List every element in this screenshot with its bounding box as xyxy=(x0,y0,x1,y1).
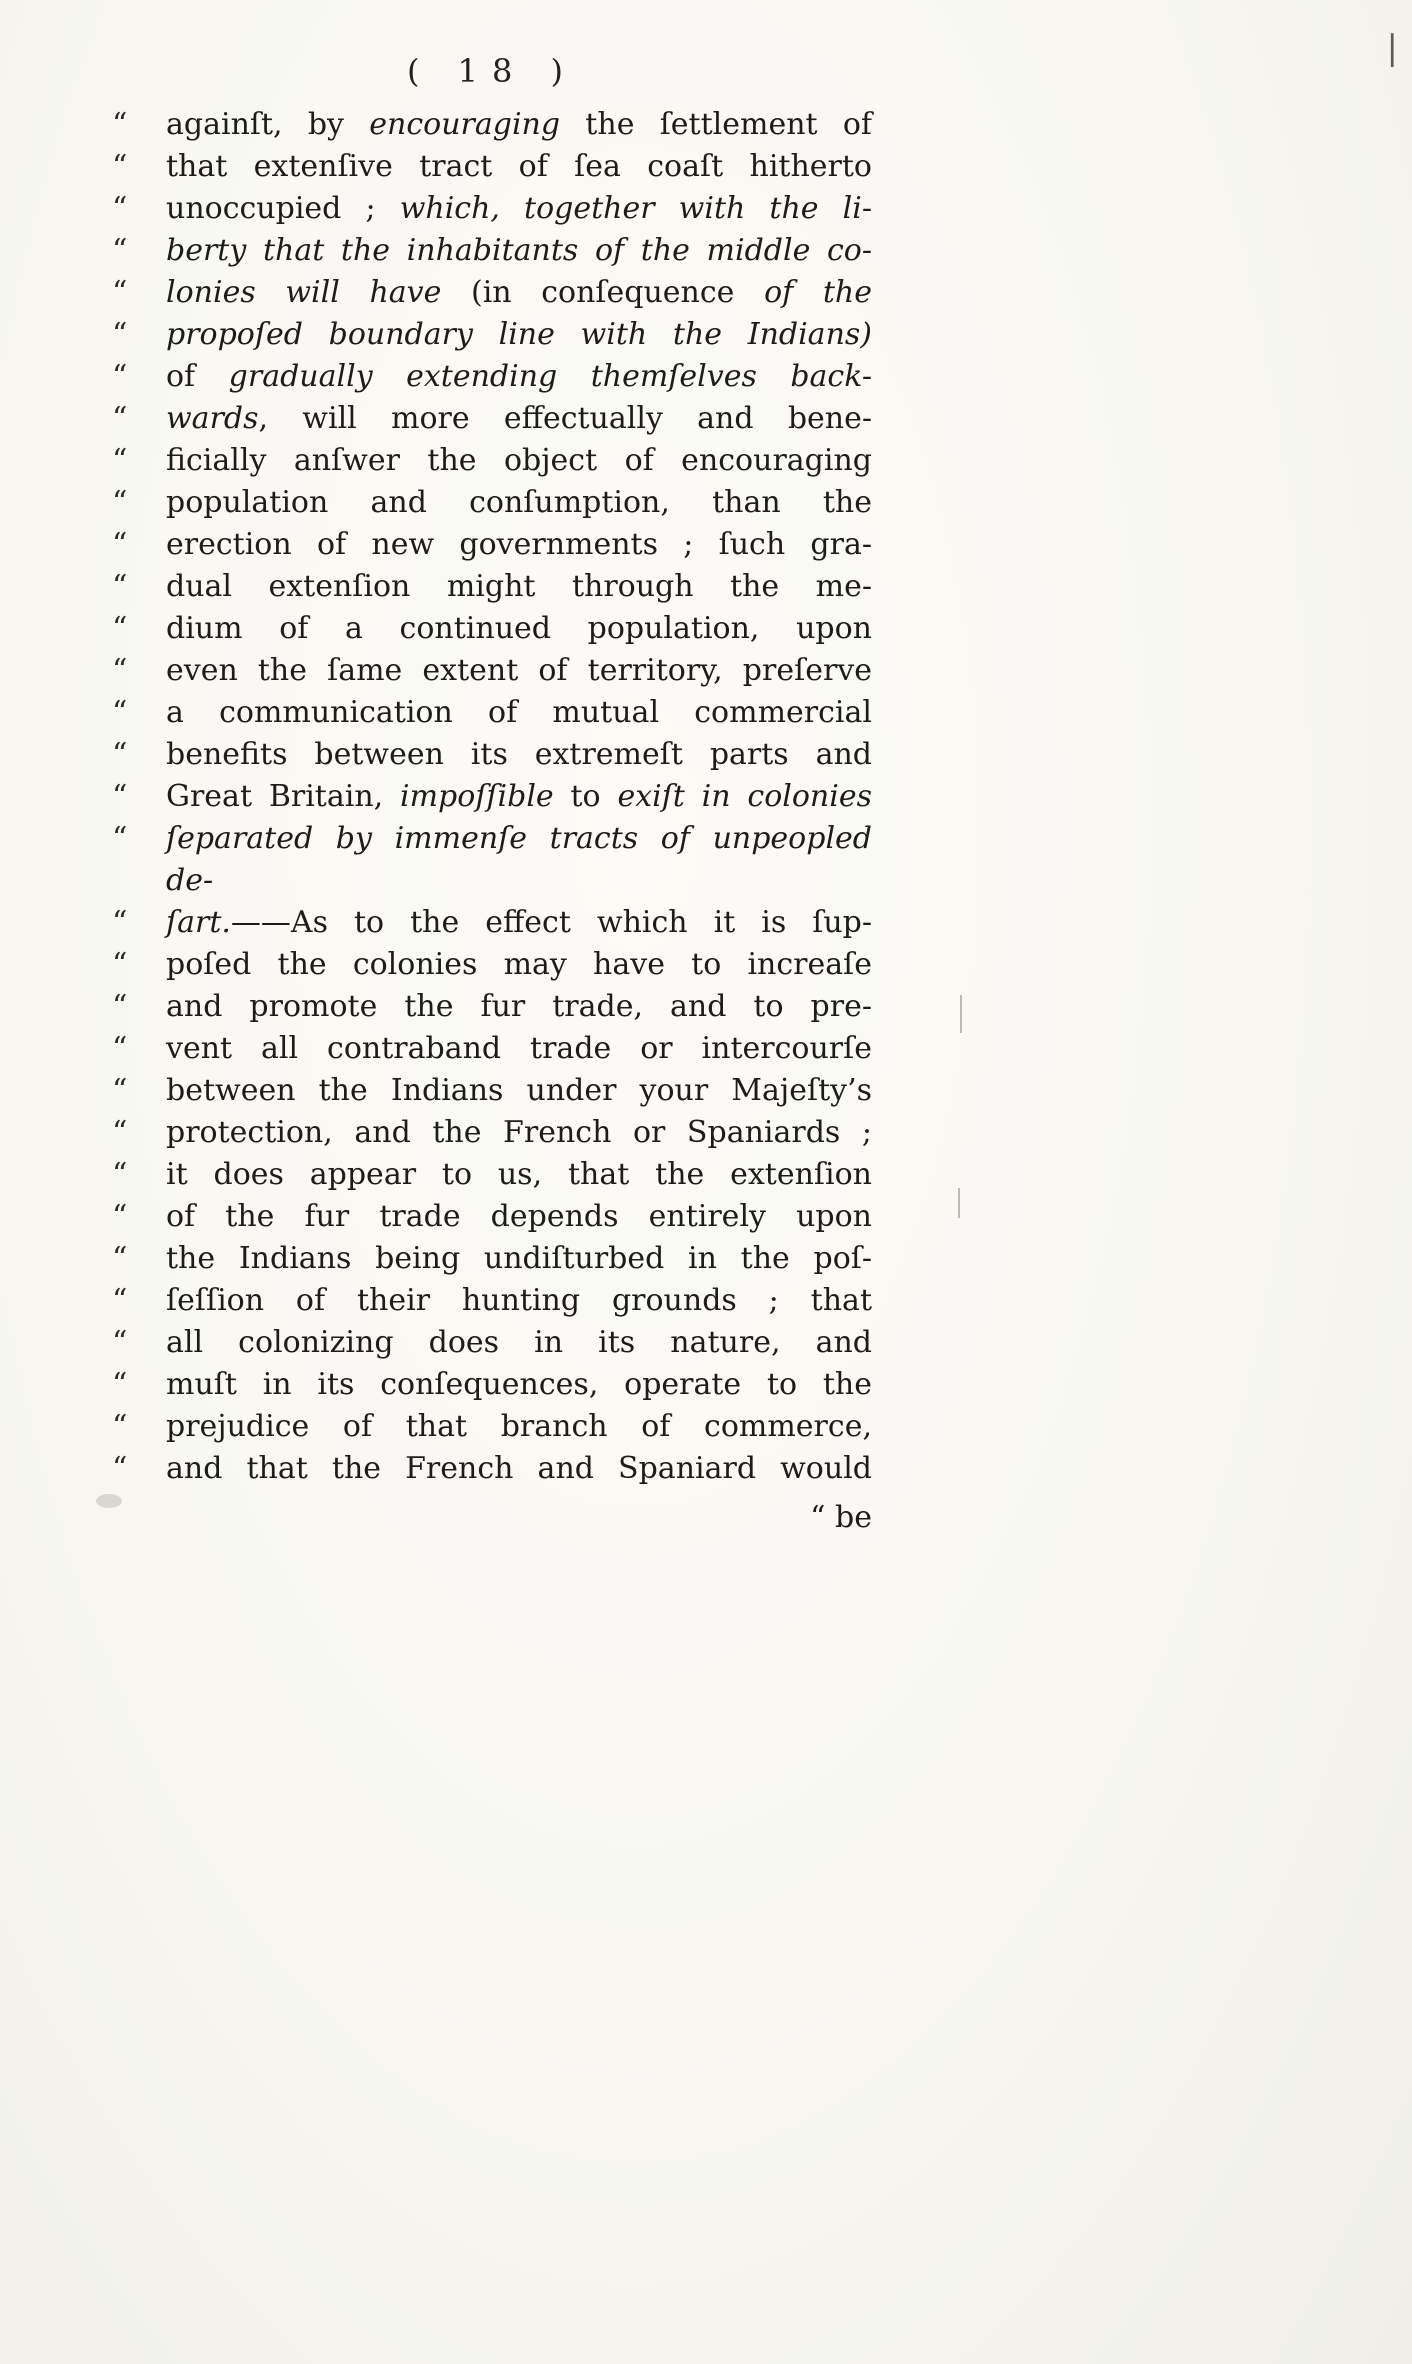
line-text: the Indians being undiſturbed in the poſ- xyxy=(166,1241,872,1276)
line-text: of the fur trade depends entirely upon xyxy=(166,1199,872,1234)
quote-mark: “ xyxy=(112,611,128,646)
text-line xyxy=(112,1196,872,1238)
line-text: dium of a continued population, upon xyxy=(166,611,872,646)
scan-smudge xyxy=(96,1494,122,1508)
line-text: and promote the fur trade, and to pre- xyxy=(166,989,872,1024)
text-line xyxy=(112,146,872,188)
text-line xyxy=(112,230,872,272)
quote-mark: “ xyxy=(112,317,128,352)
line-text: poſed the colonies may have to increaſe xyxy=(166,947,872,982)
text-line xyxy=(112,524,872,566)
text-line xyxy=(112,608,872,650)
quote-mark: “ xyxy=(112,1367,128,1402)
line-text: Great Britain, impoſſible to exiſt in colonies xyxy=(166,779,872,814)
text-line xyxy=(112,776,872,818)
scan-edge-mark: | xyxy=(1386,28,1398,68)
line-text: dual extenſion might through the me- xyxy=(166,569,872,604)
quote-mark: “ xyxy=(112,1283,128,1318)
text-line xyxy=(112,1448,872,1490)
line-text: muſt in its conſequences, operate to the xyxy=(166,1367,872,1402)
text-line xyxy=(112,1154,872,1196)
quote-mark: “ xyxy=(112,1409,128,1444)
quote-mark: “ xyxy=(112,401,128,436)
text-line xyxy=(112,566,872,608)
quote-mark: “ xyxy=(112,485,128,520)
text-line xyxy=(112,1070,872,1112)
text-line xyxy=(112,1028,872,1070)
page-number-header: ( 18 ) xyxy=(406,52,578,90)
text-lines xyxy=(112,104,872,1490)
text-line xyxy=(112,1322,872,1364)
line-text: prejudice of that branch of commerce, xyxy=(166,1409,872,1444)
text-line xyxy=(112,1406,872,1448)
quote-mark: “ xyxy=(112,1325,128,1360)
line-text: ſeparated by immenſe tracts of unpeopled de- xyxy=(166,821,872,898)
text-line xyxy=(112,482,872,524)
line-text: protection, and the French or Spaniards ; xyxy=(166,1115,872,1150)
line-text: againſt, by encouraging the ſettlement of xyxy=(166,107,872,142)
text-line xyxy=(112,104,872,146)
quote-mark: “ xyxy=(112,107,128,142)
quote-mark: “ xyxy=(112,1157,128,1192)
text-line xyxy=(112,356,872,398)
line-text: all colonizing does in its nature, and xyxy=(166,1325,872,1360)
scan-artifact xyxy=(960,995,962,1033)
quote-mark: “ xyxy=(112,1115,128,1150)
text-line xyxy=(112,944,872,986)
quote-mark: “ xyxy=(112,527,128,562)
line-text: lonies will have (in conſequence of the xyxy=(166,275,872,310)
quote-mark: “ xyxy=(112,947,128,982)
line-text: ficially anſwer the object of encouraging xyxy=(166,443,872,478)
text-line xyxy=(112,398,872,440)
line-text: and that the French and Spaniard would xyxy=(166,1451,872,1486)
text-line xyxy=(112,902,872,944)
line-text: unoccupied ; which, together with the li- xyxy=(166,191,872,226)
quote-mark: “ xyxy=(112,653,128,688)
quote-mark: “ xyxy=(112,989,128,1024)
line-text: propoſed boundary line with the Indians) xyxy=(166,317,872,352)
text-line xyxy=(112,272,872,314)
line-text: population and conſumption, than the xyxy=(166,485,872,520)
text-line xyxy=(112,1364,872,1406)
text-line xyxy=(112,440,872,482)
line-text: benefits between its extremeſt parts and xyxy=(166,737,872,772)
line-text: a communication of mutual commercial xyxy=(166,695,872,730)
line-text: vent all contraband trade or intercourſe xyxy=(166,1031,872,1066)
quote-mark: “ xyxy=(112,275,128,310)
line-text: it does appear to us, that the extenſion xyxy=(166,1157,872,1192)
line-text: ſart.——As to the effect which it is ſup- xyxy=(166,905,872,940)
line-text: berty that the inhabitants of the middle co- xyxy=(166,233,872,268)
text-line xyxy=(112,1238,872,1280)
quote-mark: “ xyxy=(112,443,128,478)
quote-mark: “ xyxy=(112,1199,128,1234)
line-text: wards, will more effectually and bene- xyxy=(166,401,872,436)
quote-mark: “ xyxy=(112,737,128,772)
text-line xyxy=(112,986,872,1028)
quote-mark: “ xyxy=(112,359,128,394)
text-line xyxy=(112,188,872,230)
quote-mark: “ xyxy=(112,1031,128,1066)
line-text: of gradually extending themſelves back- xyxy=(166,359,873,394)
text-line xyxy=(112,650,872,692)
quote-mark: “ xyxy=(112,1073,128,1108)
quote-mark: “ xyxy=(112,821,128,856)
quote-mark: “ xyxy=(112,779,128,814)
quote-mark: “ xyxy=(112,1241,128,1276)
line-text: that extenſive tract of ſea coaſt hitherto xyxy=(166,149,872,184)
quote-mark: “ xyxy=(112,569,128,604)
quote-mark: “ xyxy=(112,905,128,940)
text-line xyxy=(112,1280,872,1322)
line-text: even the ſame extent of territory, preſerve xyxy=(166,653,872,688)
scan-artifact xyxy=(958,1188,960,1218)
quote-mark: “ xyxy=(112,149,128,184)
quote-mark: “ xyxy=(112,191,128,226)
quote-mark: “ xyxy=(112,233,128,268)
quote-mark: “ xyxy=(112,1451,128,1486)
quote-mark: “ xyxy=(112,695,128,730)
text-line xyxy=(112,692,872,734)
text-line xyxy=(112,1112,872,1154)
text-line xyxy=(112,818,872,902)
text-line xyxy=(112,314,872,356)
line-text: erection of new governments ; ſuch gra- xyxy=(166,527,872,562)
catchword: “ be xyxy=(810,1500,872,1535)
text-line xyxy=(112,734,872,776)
line-text: between the Indians under your Majeſty’s xyxy=(166,1073,872,1108)
line-text: ſeſſion of their hunting grounds ; that xyxy=(166,1283,872,1318)
